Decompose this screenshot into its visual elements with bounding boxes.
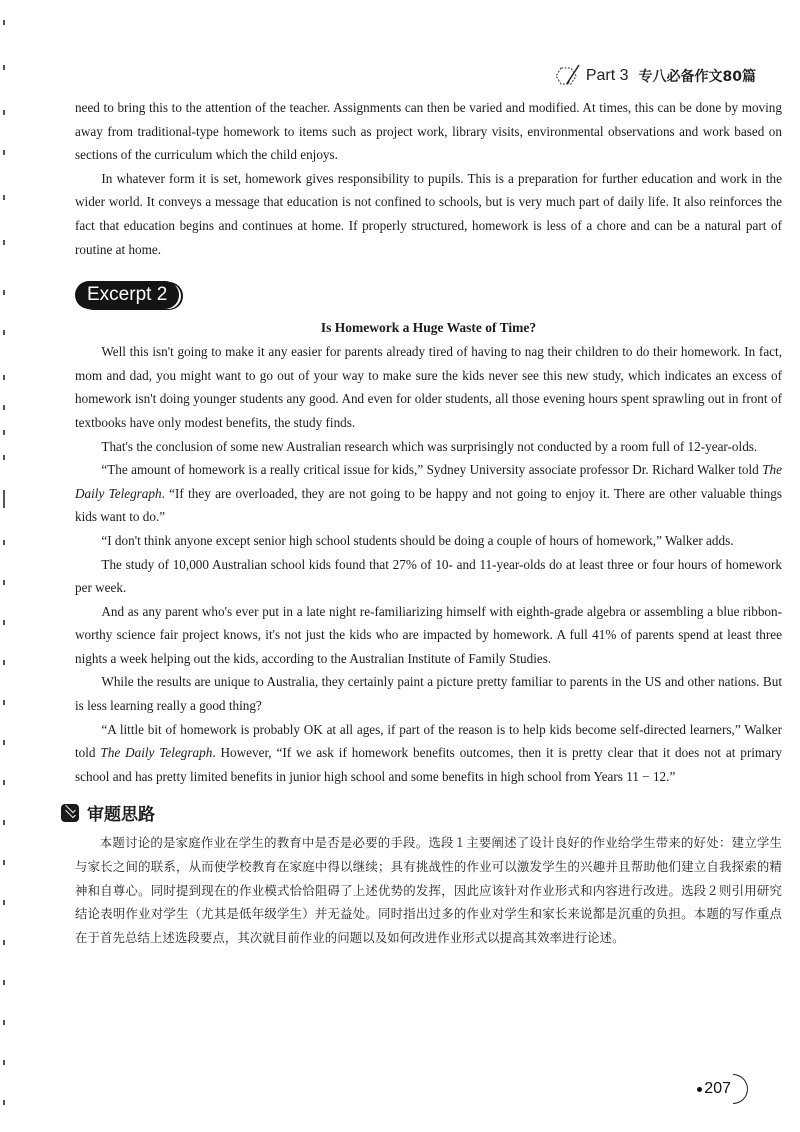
p3-text-a: “The amount of homework is a really critical issue for kids,” Sydney University associate professor Dr. Richard Walker told [101,462,763,478]
excerpt2-paragraph-8 [75,718,782,789]
excerpt2-paragraph-2: That's the conclusion of some new Australian research which was surprisingly not conducted by a room full of 12-year-olds. [101,438,758,454]
p8-text-a: “A little bit of homework is probably OK at all ages, if part of the reason is to help kids become self-directed learners,” Walker told [75,721,782,761]
running-header [552,62,756,90]
page-number-text: 207 [704,1080,731,1097]
page-number [697,1074,748,1104]
page-arc-icon [733,1074,748,1104]
p8-newspaper-name: The Daily Telegraph [100,745,213,761]
pen-hexagon-icon [552,62,582,90]
article-title: Is Homework a Huge Waste of Time? [320,320,537,336]
excerpt2-paragraph-5: The study of 10,000 Australian school kids found that 27% of 10- and 11-year-olds do at least three or four hours of homework per week. [75,556,782,596]
excerpt-2-badge: Excerpt 2 [75,281,179,309]
excerpt2-paragraph-4: “I don't think anyone except senior high school students should be doing a couple of hours of homework,” Walker adds. [101,532,734,548]
excerpt1-paragraph-final: In whatever form it is set, homework gives responsibility to pupils. This is a preparation for further education and work in the wider world. It conveys a message that education is not confined to schools, but is very much part of daily life. It also reinforces the fact that education begins and continues at home. If properly structured, homework is less of a chore and can be a natural part of routine at home. [75,170,782,257]
layers-icon [61,804,79,822]
header-part-label: Part 3 [585,67,629,84]
p8-text-b: . However, “If we ask if homework benefits outcomes, then it is pretty clear that it does not at primary school and has pretty limited benefits in junior high school and some benefits in high school from Years 11 − 12.” [75,745,783,784]
page-dot-icon [697,1087,702,1092]
excerpt2-paragraph-6: And as any parent who's ever put in a late night re-familiarizing himself with eighth-grade algebra or assembling a blue ribbon-worthy science fair project knows, it's not just the kids who are impacted by homework. A full 41% of parents spend at least three nights a week helping out the kids, according to the Australian Institute of Family Studies. [75,603,782,666]
excerpt2-paragraph-3 [75,458,782,529]
excerpt2-paragraph-7: While the results are unique to Australia, they certainly paint a picture pretty familiar to parents in the US and other nations. But is less learning really a good thing? [75,674,782,714]
p3-text-b: . “If they are overloaded, they are not going to be happy and not going to enjoy it. There are other valuable things kids want to do.” [75,485,782,525]
page-body [75,96,782,949]
binding-margin-marks [3,0,11,1132]
excerpt1-paragraph-continued: need to bring this to the attention of the teacher. Assignments can then be varied and modified. At times, this can be done by moving away from traditional-type homework to items such as project work, library visits, environmental observations and work based on sections of the curriculum which the child enjoys. [75,100,782,163]
analysis-body: 本题讨论的是家庭作业在学生的教育中是否是必要的手段。选段１主要阐述了设计良好的作业给学生带来的好处：建立学生与家长之间的联系，从而使学校教育在家庭中得以继续；具有挑战性的作业可以激发学生的兴趣并且帮助他们建立自我探索的精神和自尊心。同时提到现在的作业模式恰恰阻碍了上述优势的发挥，因此应该针对作业形式和内容进行改进。选段２则引用研究结论表明作业对学生（尤其是低年级学生）并无益处。同时指出过多的作业对学生和家长来说都是沉重的负担。本题的写作重点在于首先总结上述选段要点，其次就目前作业的问题以及如何改进作业形式以提高其效率进行论述。 [75,835,782,945]
analysis-section-header [61,800,782,825]
excerpt2-paragraph-1: Well this isn't going to make it any easier for parents already tired of having to nag their children to do their homework. In fact, mom and dad, you might want to go out of your way to make sure the kids never see this new study, which indicates an excess of homework isn't doing younger students any good. And even for older students, all those evening hours spent sprawling out in front of textbooks have only modest benefits, the study finds. [75,344,782,430]
header-book-title: 专八必备作文80篇 [638,69,756,85]
p3-newspaper-name: The Daily Telegraph [75,462,782,501]
analysis-heading: 审题思路 [87,805,155,826]
